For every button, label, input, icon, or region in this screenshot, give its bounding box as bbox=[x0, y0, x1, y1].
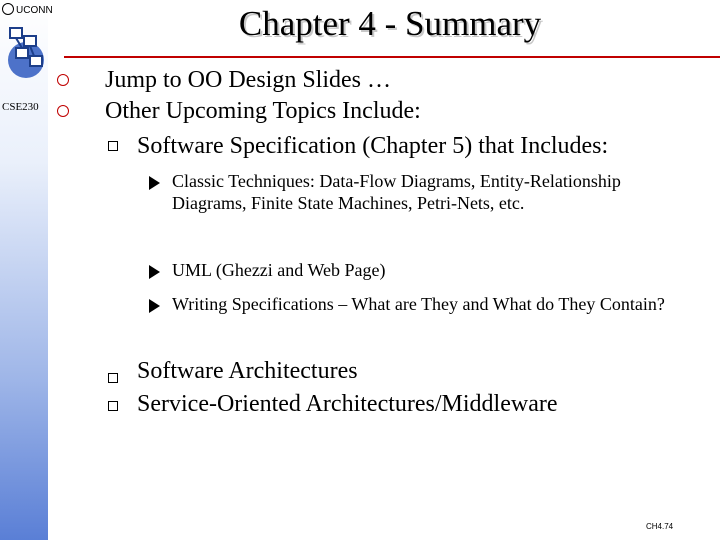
slide-title: Chapter 4 - Summary bbox=[238, 4, 542, 43]
square-bullet-icon bbox=[108, 401, 118, 411]
cse-logo-icon bbox=[6, 24, 46, 84]
course-code: CSE230 bbox=[2, 101, 39, 113]
detail-writing-specifications: Writing Specifications – What are They and What do They Contain? bbox=[172, 294, 665, 314]
arrow-bullet-icon bbox=[149, 176, 160, 190]
detail-uml: UML (Ghezzi and Web Page) bbox=[172, 260, 386, 280]
page-number: CH4.74 bbox=[646, 522, 674, 531]
bullet-marker bbox=[57, 105, 69, 117]
arrow-bullet-icon bbox=[149, 265, 160, 279]
bullet-marker bbox=[57, 74, 69, 86]
title-rule bbox=[64, 56, 720, 58]
topic-software-specification: Software Specification (Chapter 5) that Includes: bbox=[137, 133, 609, 159]
topic-service-oriented: Service-Oriented Architectures/Middleware bbox=[137, 391, 558, 417]
university-label: UCONN bbox=[2, 3, 53, 16]
seal-icon bbox=[2, 3, 14, 15]
bullet-jump-to-oo: Jump to OO Design Slides … bbox=[105, 67, 392, 93]
topic-software-architectures: Software Architectures bbox=[137, 358, 358, 384]
arrow-bullet-icon bbox=[149, 299, 160, 313]
square-bullet-icon bbox=[108, 141, 118, 151]
bullet-upcoming-topics: Other Upcoming Topics Include: bbox=[105, 98, 421, 124]
square-bullet-icon bbox=[108, 373, 118, 383]
detail-classic-techniques: Classic Techniques: Data-Flow Diagrams, Entity-Relationship Diagrams, Finite State Machines, Petri-Nets, etc. bbox=[172, 171, 621, 213]
